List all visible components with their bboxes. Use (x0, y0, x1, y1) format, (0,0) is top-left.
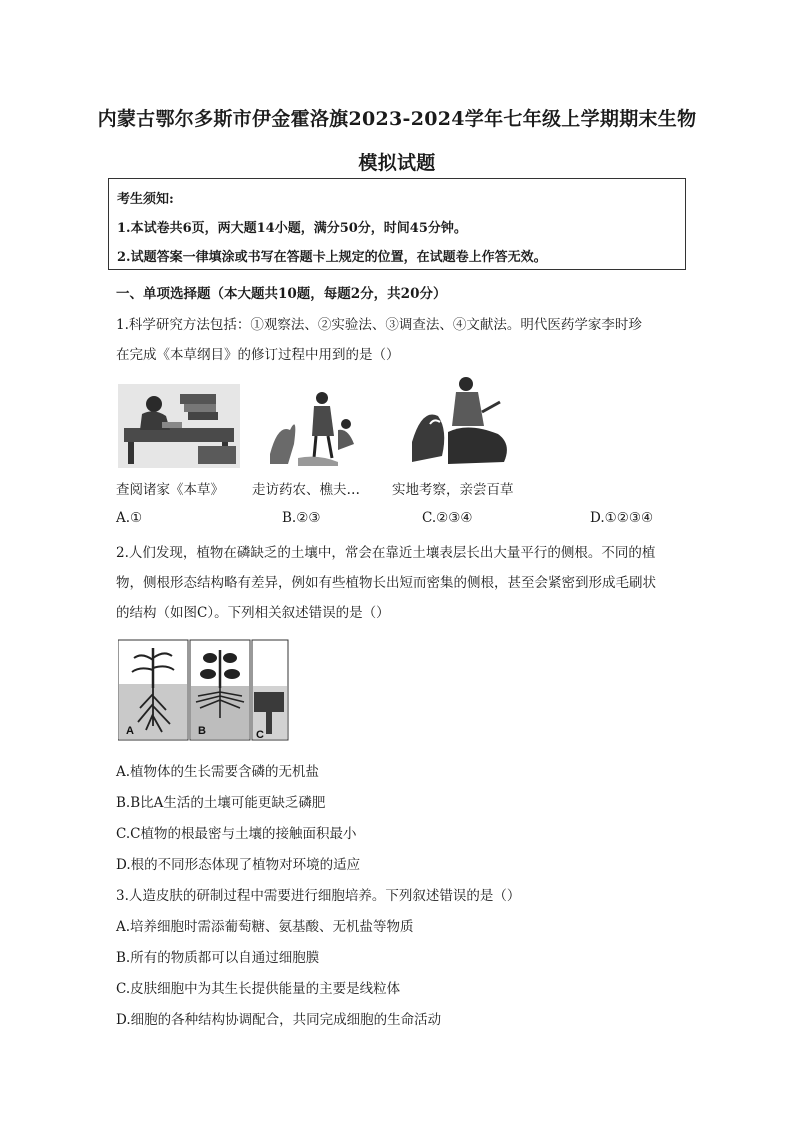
question-2-option-a: A.植物体的生长需要含磷的无机盐 (116, 764, 320, 780)
question-2-stem-line1: 2.人们发现，植物在磷缺乏的土壤中，常会在靠近土壤表层长出大量平行的侧根。不同的植 (116, 545, 656, 561)
figure-label-b: B (198, 725, 206, 737)
notice-heading: 考生须知: (117, 192, 174, 207)
page-title-line2: 模拟试题 (358, 152, 436, 174)
caption-3: 实地考察，亲尝百草 (392, 482, 514, 498)
caption-2: 走访药农、樵夫… (252, 482, 360, 498)
caption-1: 查阅诸家《本草》 (116, 482, 224, 498)
illustration-field-study (408, 372, 518, 468)
figure-plant-roots (118, 638, 290, 742)
notice-item-1: 1.本试卷共6页，两大题14小题，满分50分，时间45分钟。 (117, 221, 467, 236)
question-3-option-d: D.细胞的各种结构协调配合，共同完成细胞的生命活动 (116, 1012, 442, 1028)
question-2-stem-line3: 的结构（如图C）。下列相关叙述错误的是（） (116, 605, 390, 621)
question-1-option-d: D.①②③④ (590, 510, 654, 526)
exam-notice-box (108, 178, 686, 270)
question-1-stem-line2: 在完成《本草纲目》的修订过程中用到的是（） (116, 347, 400, 363)
question-1-option-a: A.① (116, 510, 143, 526)
figure-label-c: C (256, 729, 264, 741)
question-2-option-b: B.B比A生活的土壤可能更缺乏磷肥 (116, 795, 326, 811)
page-title-line1: 内蒙古鄂尔多斯市伊金霍洛旗2023-2024学年七年级上学期期末生物 (97, 108, 697, 130)
question-3-stem: 3.人造皮肤的研制过程中需要进行细胞培养。下列叙述错误的是（） (116, 888, 521, 904)
question-2-option-c: C.C植物的根最密与土壤的接触面积最小 (116, 826, 357, 842)
illustration-reading-books (118, 384, 240, 468)
question-1-option-c: C.②③④ (422, 510, 473, 526)
illustration-visiting-farmers (268, 384, 362, 468)
question-1-stem-line1: 1.科学研究方法包括：①观察法、②实验法、③调查法、④文献法。明代医药学家李时珍 (116, 317, 642, 333)
section-heading: 一、单项选择题（本大题共10题，每题2分，共20分） (116, 286, 447, 302)
question-1-option-b: B.②③ (282, 510, 321, 526)
question-2-option-d: D.根的不同形态体现了植物对环境的适应 (116, 857, 361, 873)
notice-item-2: 2.试题答案一律填涂或书写在答题卡上规定的位置，在试题卷上作答无效。 (117, 250, 547, 265)
question-3-option-b: B.所有的物质都可以自通过细胞膜 (116, 950, 320, 966)
question-3-option-a: A.培养细胞时需添葡萄糖、氨基酸、无机盐等物质 (116, 919, 414, 935)
question-3-option-c: C.皮肤细胞中为其生长提供能量的主要是线粒体 (116, 981, 401, 997)
question-2-stem-line2: 物，侧根形态结构略有差异，例如有些植物长出短而密集的侧根，甚至会紧密到形成毛刷状 (116, 575, 656, 591)
figure-label-a: A (126, 725, 134, 737)
